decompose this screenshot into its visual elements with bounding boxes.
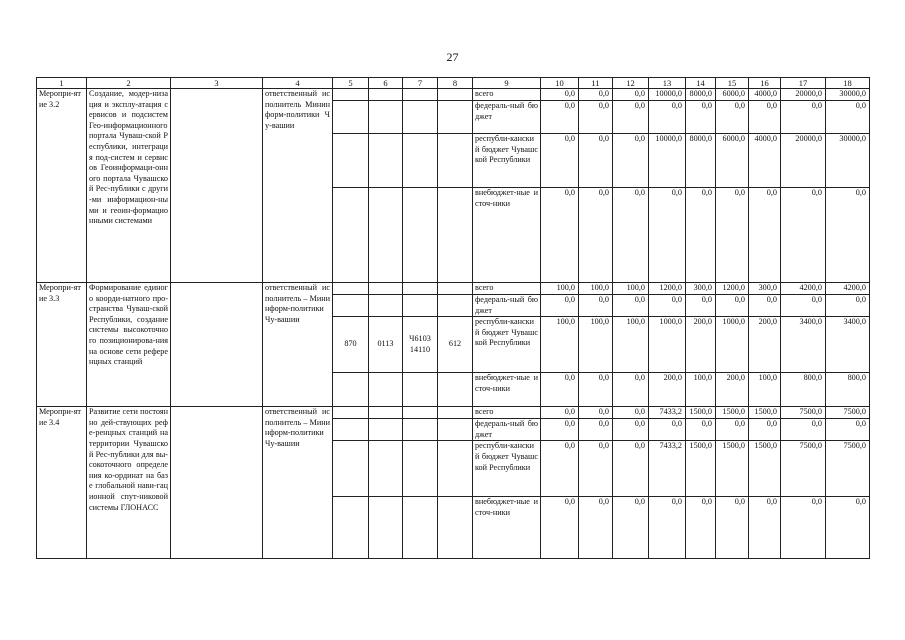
value-cell: 0,0	[541, 295, 579, 317]
header-cell: 1	[37, 78, 87, 89]
value-cell: 0,0	[579, 295, 613, 317]
funding-source-cell: федераль-ный бюджет	[473, 419, 541, 441]
value-cell: 0,0	[541, 407, 579, 419]
event-number-cell: Меропри-ятие 3.4	[37, 407, 87, 559]
value-cell: 7500,0	[781, 407, 826, 419]
funding-source-cell: республи-канский бюджет Чувашской Республики	[473, 134, 541, 188]
funding-source-cell: внебюджет-ные источ-ники	[473, 497, 541, 559]
empty-code-cell	[438, 373, 473, 407]
value-cell: 0,0	[781, 188, 826, 283]
value-cell: 10000,0	[649, 89, 686, 101]
empty-code-cell	[438, 295, 473, 317]
value-cell: 1500,0	[716, 407, 749, 419]
value-cell: 0,0	[749, 188, 781, 283]
empty-cell	[171, 407, 263, 559]
empty-code-cell	[403, 134, 438, 188]
funding-source-cell: всего	[473, 89, 541, 101]
header-cell: 6	[369, 78, 403, 89]
empty-code-cell	[333, 407, 369, 419]
funding-source-cell: всего	[473, 283, 541, 295]
value-cell: 3400,0	[826, 317, 870, 373]
empty-code-cell	[333, 134, 369, 188]
value-cell: 10000,0	[649, 134, 686, 188]
value-cell: 0,0	[579, 441, 613, 497]
empty-code-cell	[369, 101, 403, 134]
executor-cell: ответственный исполнитель – Мининформ-политики Чу-вашии	[263, 283, 333, 407]
value-cell: 8000,0	[686, 134, 716, 188]
funding-source-cell: федераль-ный бюджет	[473, 295, 541, 317]
value-cell: 0,0	[613, 497, 649, 559]
value-cell: 0,0	[613, 373, 649, 407]
value-cell: 100,0	[686, 373, 716, 407]
empty-code-cell	[438, 497, 473, 559]
empty-code-cell	[369, 441, 403, 497]
value-cell: 7500,0	[781, 441, 826, 497]
value-cell: 0,0	[579, 134, 613, 188]
value-cell: 20000,0	[781, 89, 826, 101]
empty-code-cell	[403, 101, 438, 134]
value-cell: 0,0	[613, 134, 649, 188]
value-cell: 100,0	[613, 317, 649, 373]
code-cell: 612	[438, 317, 473, 373]
empty-code-cell	[438, 407, 473, 419]
code-cell: Ч6103 14110	[403, 317, 438, 373]
value-cell: 0,0	[579, 497, 613, 559]
empty-code-cell	[333, 295, 369, 317]
value-cell: 1200,0	[716, 283, 749, 295]
value-cell: 4200,0	[826, 283, 870, 295]
value-cell: 100,0	[579, 317, 613, 373]
budget-table	[36, 77, 870, 559]
empty-code-cell	[403, 295, 438, 317]
event-description-cell: Развитие сети постоянно дей-ствующих рефе-ренцных станций на территории Чувашской Рес-публики для вы-сокоточного определения ко-ординат на базе глобальной нави-гационной спут-никовой системы ГЛОНАСС	[87, 407, 171, 559]
value-cell: 0,0	[579, 101, 613, 134]
value-cell: 0,0	[826, 188, 870, 283]
empty-code-cell	[369, 407, 403, 419]
value-cell: 20000,0	[781, 134, 826, 188]
value-cell: 1500,0	[686, 407, 716, 419]
empty-code-cell	[403, 497, 438, 559]
value-cell: 3400,0	[781, 317, 826, 373]
funding-source-cell: внебюджет-ные источ-ники	[473, 188, 541, 283]
value-cell: 30000,0	[826, 134, 870, 188]
value-cell: 0,0	[579, 419, 613, 441]
value-cell: 0,0	[749, 101, 781, 134]
table-row	[37, 89, 870, 101]
value-cell: 0,0	[541, 134, 579, 188]
value-cell: 0,0	[716, 295, 749, 317]
value-cell: 0,0	[781, 497, 826, 559]
value-cell: 7500,0	[826, 441, 870, 497]
value-cell: 0,0	[686, 188, 716, 283]
header-cell: 10	[541, 78, 579, 89]
header-cell: 17	[781, 78, 826, 89]
empty-code-cell	[438, 101, 473, 134]
value-cell: 0,0	[613, 89, 649, 101]
funding-source-cell: внебюджет-ные источ-ники	[473, 373, 541, 407]
funding-source-cell: федераль-ный бюджет	[473, 101, 541, 134]
executor-cell: ответственный исполнитель Мининформ-политики Чу-вашии	[263, 89, 333, 283]
value-cell: 0,0	[649, 419, 686, 441]
value-cell: 0,0	[579, 89, 613, 101]
value-cell: 0,0	[686, 295, 716, 317]
empty-code-cell	[438, 419, 473, 441]
value-cell: 100,0	[579, 283, 613, 295]
value-cell: 200,0	[649, 373, 686, 407]
value-cell: 200,0	[749, 317, 781, 373]
header-row	[37, 78, 870, 89]
header-cell: 3	[171, 78, 263, 89]
header-cell: 12	[613, 78, 649, 89]
empty-code-cell	[333, 89, 369, 101]
code-cell: 0113	[369, 317, 403, 373]
empty-code-cell	[369, 497, 403, 559]
value-cell: 0,0	[716, 419, 749, 441]
empty-code-cell	[333, 188, 369, 283]
value-cell: 0,0	[716, 101, 749, 134]
empty-code-cell	[333, 419, 369, 441]
value-cell: 7500,0	[826, 407, 870, 419]
empty-code-cell	[403, 407, 438, 419]
header-cell: 7	[403, 78, 438, 89]
value-cell: 0,0	[649, 101, 686, 134]
empty-code-cell	[333, 283, 369, 295]
header-cell: 5	[333, 78, 369, 89]
value-cell: 100,0	[749, 373, 781, 407]
table-row	[37, 407, 870, 419]
value-cell: 0,0	[716, 497, 749, 559]
table-body	[37, 89, 870, 559]
value-cell: 8000,0	[686, 89, 716, 101]
empty-code-cell	[369, 89, 403, 101]
header-cell: 15	[716, 78, 749, 89]
table-row	[37, 283, 870, 295]
empty-code-cell	[369, 419, 403, 441]
header-cell: 11	[579, 78, 613, 89]
value-cell: 0,0	[716, 188, 749, 283]
header-cell: 8	[438, 78, 473, 89]
empty-code-cell	[438, 188, 473, 283]
funding-source-cell: республи-канский бюджет Чувашской Республики	[473, 441, 541, 497]
header-cell: 13	[649, 78, 686, 89]
value-cell: 7433,2	[649, 441, 686, 497]
value-cell: 200,0	[716, 373, 749, 407]
value-cell: 4200,0	[781, 283, 826, 295]
value-cell: 1500,0	[749, 407, 781, 419]
value-cell: 100,0	[541, 283, 579, 295]
value-cell: 0,0	[649, 497, 686, 559]
code-cell: 870	[333, 317, 369, 373]
header-cell: 16	[749, 78, 781, 89]
empty-code-cell	[438, 89, 473, 101]
value-cell: 0,0	[541, 419, 579, 441]
value-cell: 800,0	[781, 373, 826, 407]
value-cell: 0,0	[781, 419, 826, 441]
value-cell: 0,0	[826, 419, 870, 441]
empty-code-cell	[333, 441, 369, 497]
empty-code-cell	[438, 283, 473, 295]
empty-code-cell	[403, 283, 438, 295]
empty-code-cell	[403, 441, 438, 497]
funding-source-cell: всего	[473, 407, 541, 419]
value-cell: 0,0	[579, 188, 613, 283]
value-cell: 0,0	[749, 295, 781, 317]
value-cell: 0,0	[781, 101, 826, 134]
value-cell: 0,0	[541, 188, 579, 283]
value-cell: 0,0	[613, 188, 649, 283]
event-number-cell: Меропри-ятие 3.2	[37, 89, 87, 283]
value-cell: 0,0	[826, 101, 870, 134]
value-cell: 0,0	[781, 295, 826, 317]
empty-code-cell	[438, 441, 473, 497]
value-cell: 0,0	[613, 295, 649, 317]
value-cell: 100,0	[613, 283, 649, 295]
value-cell: 300,0	[686, 283, 716, 295]
value-cell: 0,0	[541, 373, 579, 407]
value-cell: 0,0	[686, 101, 716, 134]
value-cell: 0,0	[579, 373, 613, 407]
value-cell: 100,0	[541, 317, 579, 373]
value-cell: 1500,0	[686, 441, 716, 497]
value-cell: 0,0	[541, 89, 579, 101]
empty-code-cell	[369, 134, 403, 188]
header-cell: 2	[87, 78, 171, 89]
empty-cell	[171, 89, 263, 283]
value-cell: 1500,0	[749, 441, 781, 497]
empty-code-cell	[369, 295, 403, 317]
value-cell: 1000,0	[716, 317, 749, 373]
value-cell: 0,0	[579, 407, 613, 419]
header-cell: 9	[473, 78, 541, 89]
empty-code-cell	[369, 283, 403, 295]
value-cell: 0,0	[613, 419, 649, 441]
empty-code-cell	[333, 497, 369, 559]
value-cell: 4000,0	[749, 134, 781, 188]
funding-source-cell: республи-канский бюджет Чувашской Республики	[473, 317, 541, 373]
value-cell: 0,0	[749, 419, 781, 441]
value-cell: 0,0	[649, 188, 686, 283]
value-cell: 300,0	[749, 283, 781, 295]
value-cell: 0,0	[649, 295, 686, 317]
value-cell: 800,0	[826, 373, 870, 407]
value-cell: 200,0	[686, 317, 716, 373]
event-description-cell: Создание, модер-низация и эксплу-атация сервисов и подсистем Гео-информационного портала Чуваш-ской Республики, интеграция под-систем и сервисов Геоинформаци-онного портала Чувашской Рес-публики с други-ми информацион-ными и геоин-формационными системами	[87, 89, 171, 283]
header-cell: 18	[826, 78, 870, 89]
value-cell: 30000,0	[826, 89, 870, 101]
value-cell: 0,0	[826, 295, 870, 317]
value-cell: 1500,0	[716, 441, 749, 497]
value-cell: 1200,0	[649, 283, 686, 295]
value-cell: 0,0	[613, 407, 649, 419]
empty-code-cell	[333, 101, 369, 134]
value-cell: 0,0	[613, 101, 649, 134]
value-cell: 0,0	[826, 497, 870, 559]
value-cell: 1000,0	[649, 317, 686, 373]
value-cell: 0,0	[541, 441, 579, 497]
value-cell: 0,0	[749, 497, 781, 559]
event-description-cell: Формирование единого коорди-натного про-странства Чуваш-ской Республики, создание системы высокоточного позиционирова-ния на основе сети референцных станций	[87, 283, 171, 407]
value-cell: 7433,2	[649, 407, 686, 419]
value-cell: 0,0	[541, 497, 579, 559]
executor-cell: ответственный исполнитель – Мининформ-политики Чу-вашии	[263, 407, 333, 559]
value-cell: 4000,0	[749, 89, 781, 101]
value-cell: 6000,0	[716, 134, 749, 188]
value-cell: 0,0	[613, 441, 649, 497]
empty-code-cell	[369, 373, 403, 407]
page-number: 27	[446, 50, 459, 64]
event-number-cell: Меропри-ятие 3.3	[37, 283, 87, 407]
empty-cell	[171, 283, 263, 407]
empty-code-cell	[403, 89, 438, 101]
empty-code-cell	[403, 373, 438, 407]
value-cell: 6000,0	[716, 89, 749, 101]
empty-code-cell	[403, 419, 438, 441]
value-cell: 0,0	[686, 497, 716, 559]
header-cell: 14	[686, 78, 716, 89]
empty-code-cell	[369, 188, 403, 283]
empty-code-cell	[403, 188, 438, 283]
empty-code-cell	[333, 373, 369, 407]
header-cell: 4	[263, 78, 333, 89]
value-cell: 0,0	[686, 419, 716, 441]
value-cell: 0,0	[541, 101, 579, 134]
empty-code-cell	[438, 134, 473, 188]
